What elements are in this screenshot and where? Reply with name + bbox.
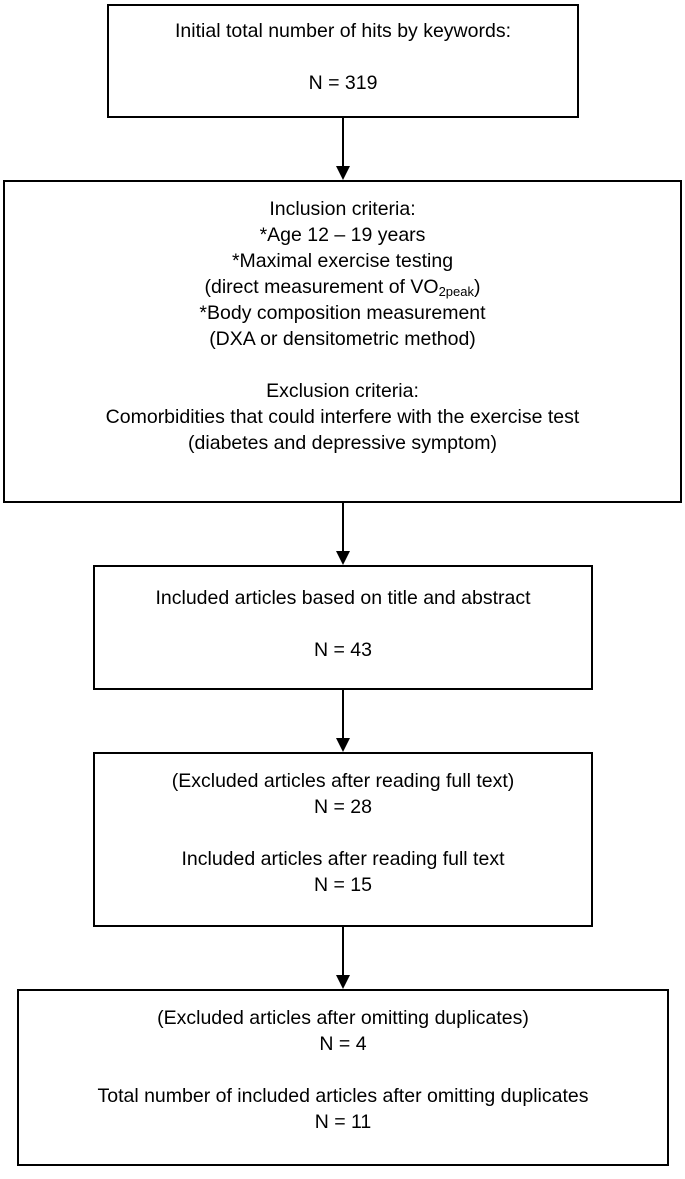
exclusion-diabetes: (diabetes and depressive symptom) bbox=[188, 432, 497, 454]
initial-hits-count: N = 319 bbox=[308, 72, 378, 94]
exclusion-comorbidities: Comorbidities that could interfere with the exercise test bbox=[105, 406, 580, 428]
inclusion-vo2peak: (direct measurement of $VO_{2peak}$) bbox=[204, 276, 481, 299]
inclusion-age: *Age 12 – 19 years bbox=[259, 224, 426, 246]
box-criteria bbox=[3, 180, 682, 503]
box-initial-hits bbox=[107, 4, 579, 118]
arrow-1 bbox=[333, 118, 353, 180]
inclusion-exercise-testing: *Maximal exercise testing bbox=[231, 250, 454, 272]
inclusion-criteria-title: Inclusion criteria: bbox=[269, 198, 416, 220]
full-text-excluded-count: N = 28 bbox=[314, 796, 372, 818]
box-title-abstract bbox=[93, 565, 593, 690]
duplicates-excluded-label: (Excluded articles after omitting duplicates) bbox=[157, 1007, 529, 1029]
total-included-count: N = 11 bbox=[314, 1111, 372, 1133]
full-text-included-label: Included articles after reading full text bbox=[181, 848, 505, 870]
full-text-excluded-label: (Excluded articles after reading full text) bbox=[171, 770, 515, 792]
arrow-4 bbox=[333, 927, 353, 989]
inclusion-body-composition: *Body composition measurement bbox=[199, 302, 486, 324]
title-abstract-count: N = 43 bbox=[314, 639, 372, 661]
duplicates-excluded-count: N = 4 bbox=[319, 1033, 367, 1055]
box-full-text bbox=[93, 752, 593, 927]
arrow-3 bbox=[333, 690, 353, 752]
title-abstract-label: Included articles based on title and abstract bbox=[155, 587, 531, 609]
initial-hits-label: Initial total number of hits by keywords: bbox=[175, 20, 511, 42]
total-included-label: Total number of included articles after omitting duplicates bbox=[97, 1085, 589, 1107]
full-text-included-count: N = 15 bbox=[314, 874, 372, 896]
inclusion-dxa: (DXA or densitometric method) bbox=[209, 328, 476, 350]
exclusion-criteria-title: Exclusion criteria: bbox=[266, 380, 419, 402]
arrow-2 bbox=[333, 503, 353, 565]
box-duplicates bbox=[17, 989, 669, 1166]
